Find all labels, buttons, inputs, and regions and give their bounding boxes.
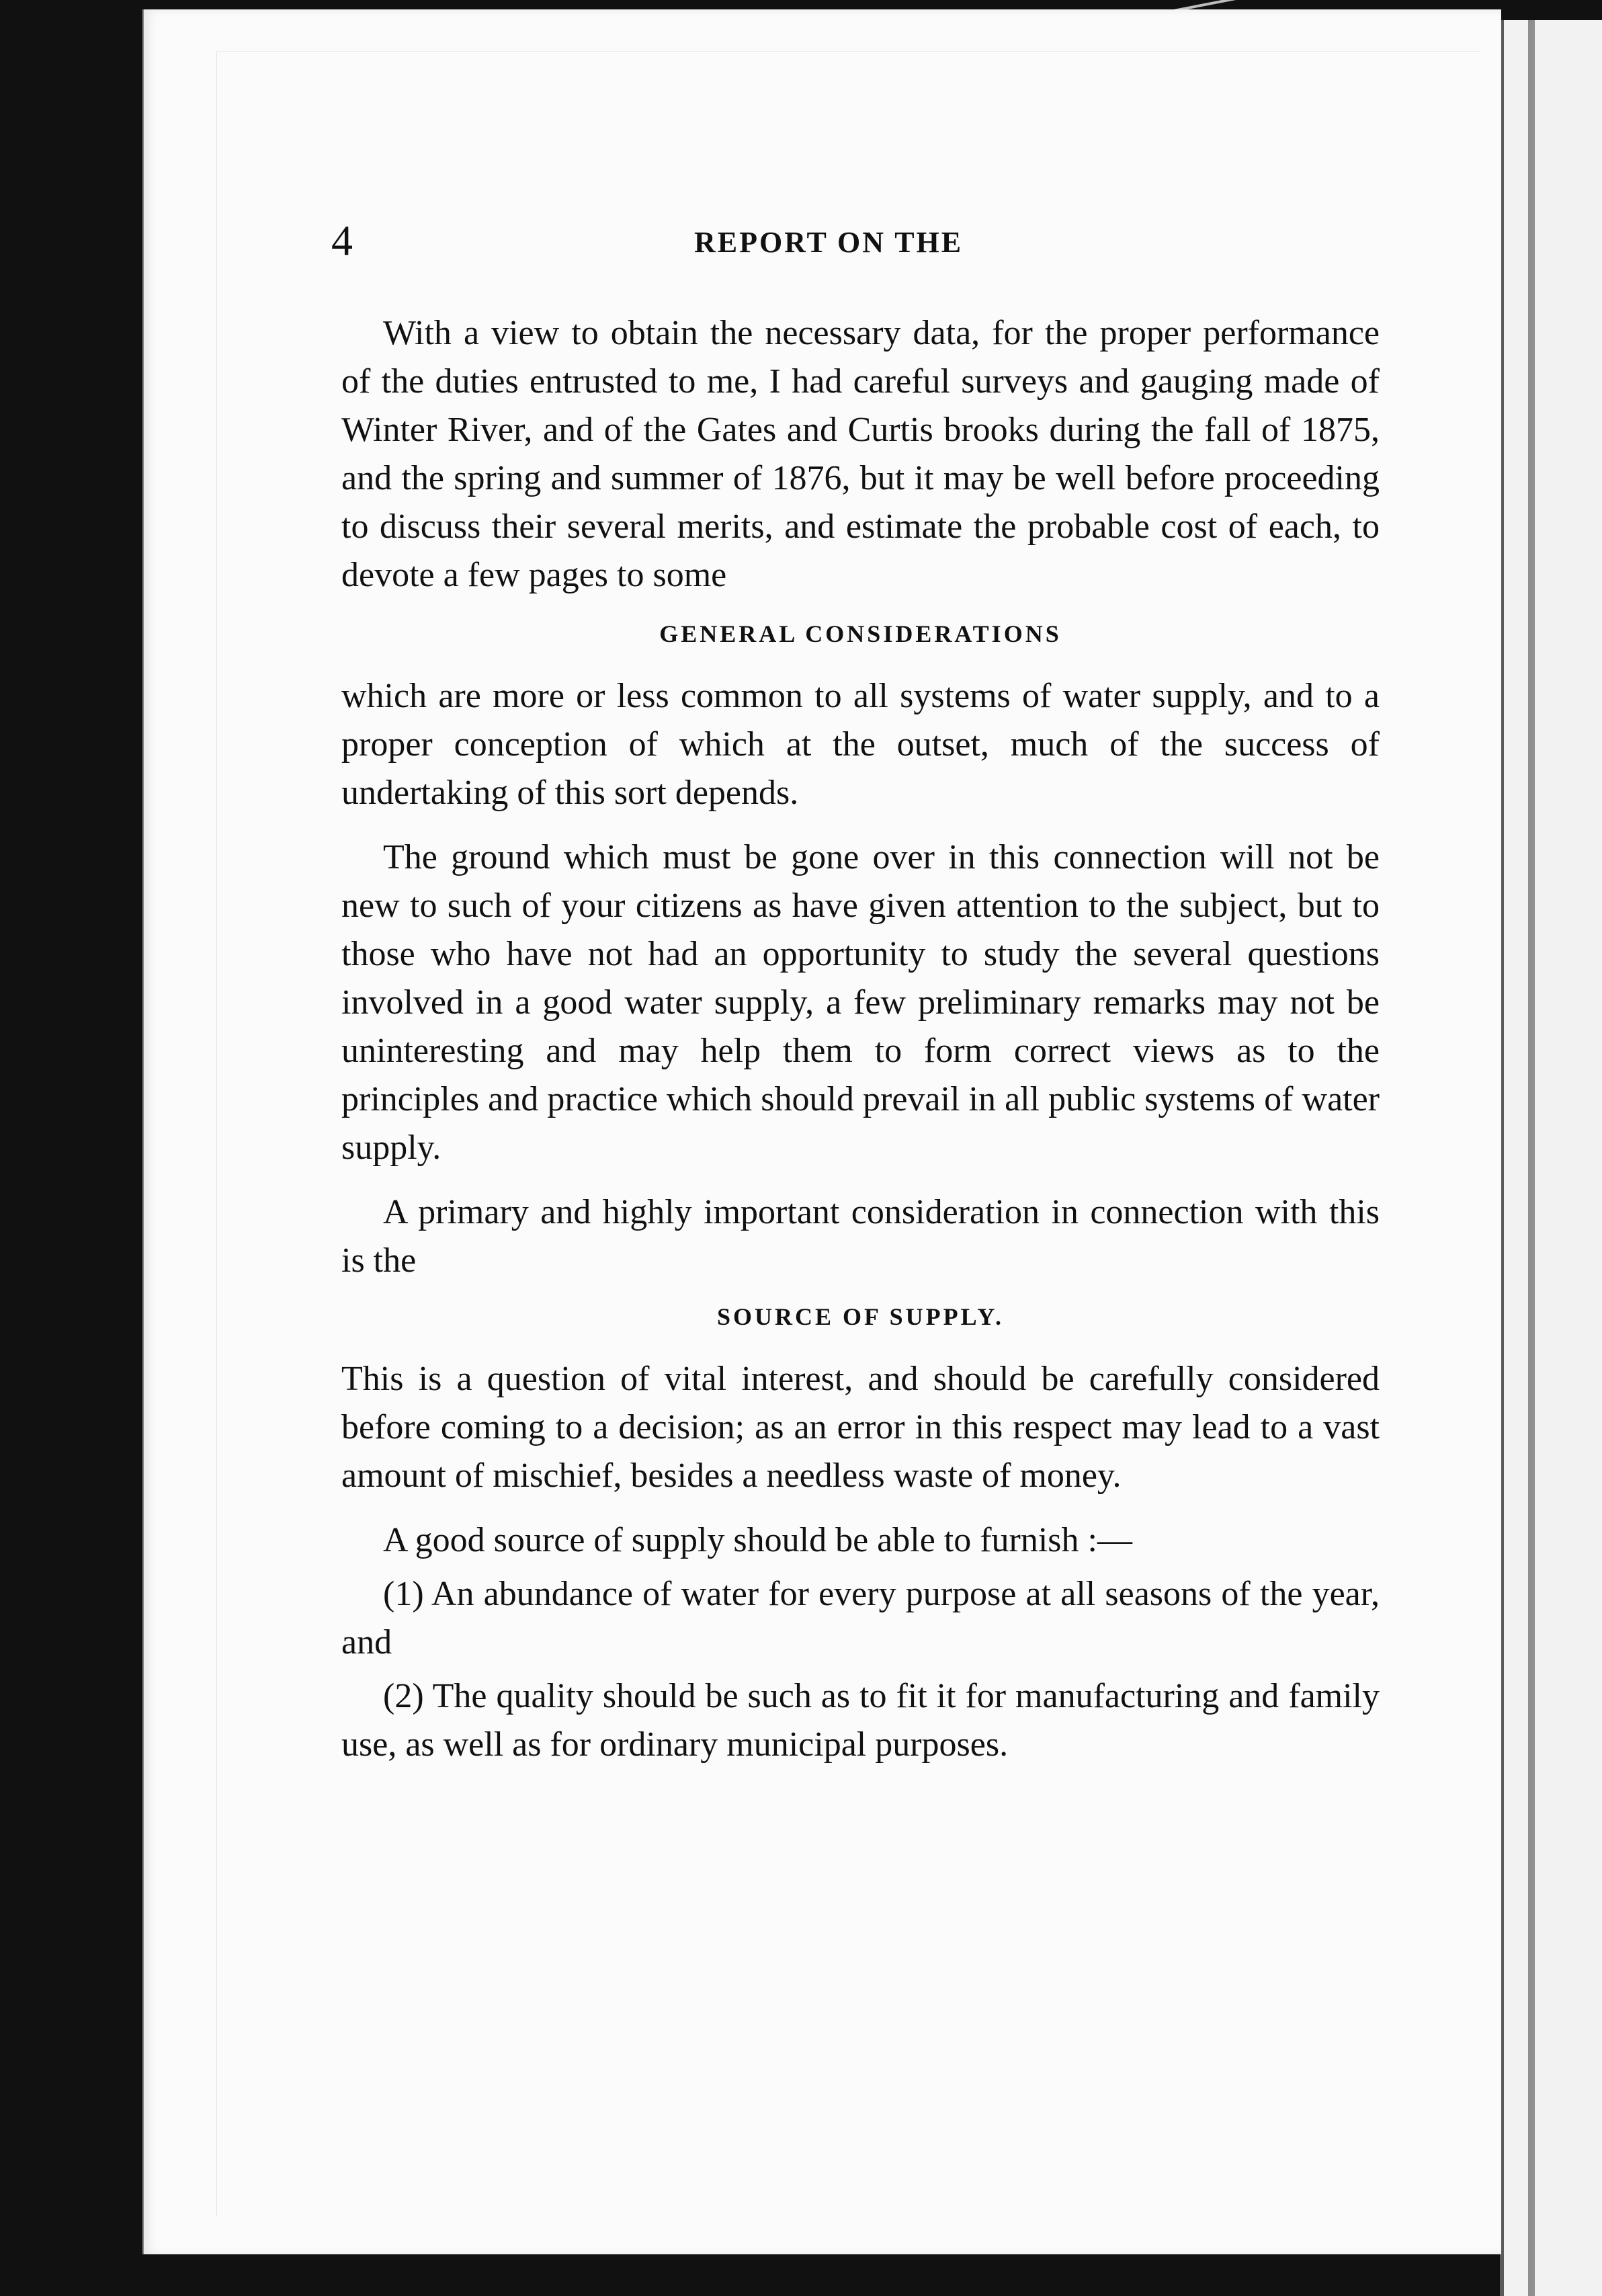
text-column [341, 309, 1380, 1769]
running-header [190, 214, 1373, 268]
section-heading: GENERAL CONSIDERATIONS [659, 620, 1062, 647]
body-paragraph: A good source of supply should be able to furnish :— [383, 1521, 1132, 1559]
body-paragraph: This is a question of vital interest, and should be carefully considered before coming to a decision; as an error in this respect may lead to a vast amount of mischief, besides a needless waste of money. [341, 1360, 1380, 1495]
page-number: 4 [331, 216, 353, 264]
binding-fold [1528, 20, 1535, 2296]
body-paragraph: which are more or less common to all systems of water supply, and to a proper conception of which at the outset, much of the success of undertaking of this sort depends. [341, 677, 1380, 812]
body-paragraph: A primary and highly important consideration in connection with this is the [341, 1193, 1380, 1280]
body-paragraph: The ground which must be gone over in this connection will not be new to such of your citizens as have given attention to the subject, but to those who have not had an opportunity to study the several questions involved in a good water supply, a few preliminary remarks may not be uninteresting and may help them to form correct views as to the principles and practice which should prevail in all public systems of water supply. [341, 838, 1380, 1167]
page-text [190, 214, 1380, 1785]
body-paragraph: With a view to obtain the necessary data, for the proper performance of the duties entrusted to me, I had careful surveys and gauging made of Winter River, and of the Gates and Curtis brooks during the fall of 1875, and the spring and summer of 1876, but it may be well before proceeding to discuss their several merits, and estimate the probable cost of each, to devote a few pages to some [341, 314, 1380, 594]
adjacent-page-edge [1500, 20, 1602, 2296]
numbered-paragraph: (2) The quality should be such as to fit it for manufacturing and family use, as well as for ordinary municipal purposes. [341, 1677, 1380, 1764]
section-heading: SOURCE OF SUPPLY. [716, 1303, 1005, 1330]
numbered-paragraph: (1) An abundance of water for every purpose at all seasons of the year, and [341, 1575, 1380, 1662]
running-title: REPORT ON THE [694, 226, 964, 259]
